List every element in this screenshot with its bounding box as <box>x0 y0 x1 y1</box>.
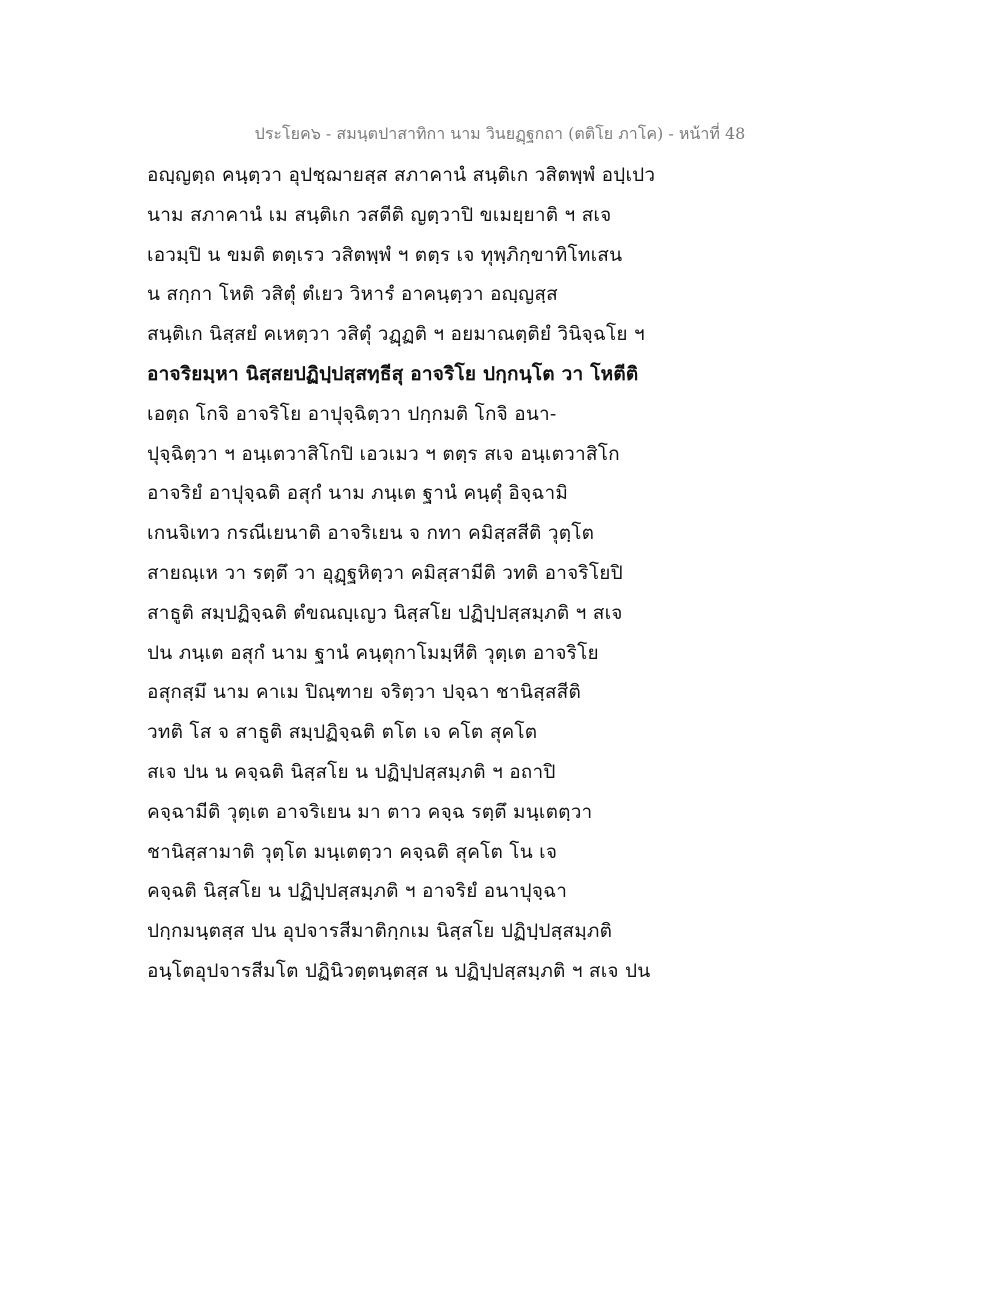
text-line: สาธูติ สมฺปฏิจฺฉติ ตํขณญฺเญว นิสฺสโย ปฏิปฺปสฺสมฺภติ ฯ สเจ <box>147 601 623 624</box>
text-line: คจฺฉามีติ วุตฺเต อาจริเยน มา ตาว คจฺฉ รตฺตึ มนฺเตตฺวา <box>147 800 593 823</box>
text-line: อสุกสฺมึ นาม คาเม ปิณฺฑาย จริตฺวา ปจฺฉา ชานิสฺสสีติ <box>147 681 582 704</box>
text-line: อาจริยํ อาปุจฺฉติ อสุกํ นาม ภนฺเต ฐานํ คนฺตุํ อิจฺฉามิ <box>147 482 569 505</box>
text-line: สายณฺเห วา รตฺตึ วา อุฏฺฐหิตฺวา คมิสฺสามีติ วทติ อาจริโยปิ <box>147 561 623 584</box>
text-line: อญฺญตฺถ คนฺตฺวา อุปชฺฌายสฺส สภาคานํ สนฺติเก วสิตพฺพํ อปฺเปว <box>147 164 656 186</box>
text-line: อนฺโตอุปจารสีมโต ปฏินิวตฺตนฺตสฺส น ปฏิปฺปสฺสมฺภติ ฯ สเจ ปน <box>147 959 651 982</box>
body-text <box>147 156 707 992</box>
text-line: เอวมฺปิ น ขมติ ตตฺเรว วสิตพฺพํ ฯ ตตฺร เจ ทุพฺภิกฺขาทิโทเสน <box>147 243 623 266</box>
text-line: วทติ โส จ สาธูติ สมฺปฏิจฺฉติ ตโต เจ คโต สุคโต <box>147 721 538 744</box>
section-heading-line: อาจริยมฺหา นิสฺสยปฏิปฺปสฺสทฺธีสุ อาจริโย ปกฺกนฺโต วา โหตีติ <box>147 362 639 385</box>
running-header-text: ประโยค๖ - สมนฺตปาสาทิกา นาม วินยฏฺฐกถา (ตติโย ภาโค) - หน้าที่ 48 <box>254 124 746 143</box>
text-line: สนฺติเก นิสฺสยํ คเหตฺวา วสิตุํ วฏฺฏติ ฯ อยมาณตฺติยํ วินิจฺฉโย ฯ <box>147 323 645 346</box>
text-line: นาม สภาคานํ เม สนฺติเก วสตีติ ญตฺวาปิ ขเมยฺยาติ ฯ สเจ <box>147 203 612 226</box>
text-line: ปกฺกมนฺตสฺส ปน อุปจารสีมาติกฺกเม นิสฺสโย ปฏิปฺปสฺสมฺภติ <box>147 920 613 943</box>
running-header <box>0 122 1000 147</box>
text-line: ชานิสฺสามาติ วุตฺโต มนฺเตตฺวา คจฺฉติ สุคโต โน เจ <box>147 840 558 863</box>
text-line: คจฺฉติ นิสฺสโย น ปฏิปฺปสฺสมฺภติ ฯ อาจริยํ อนาปุจฺฉา <box>147 880 568 903</box>
text-line: เอตฺถ โกจิ อาจริโย อาปุจฺฉิตฺวา ปกฺกมติ โกจิ อนา- <box>147 402 557 425</box>
text-line: สเจ ปน น คจฺฉติ นิสฺสโย น ปฏิปฺปสฺสมฺภติ ฯ อถาปิ <box>147 760 556 783</box>
text-line: ปน ภนฺเต อสุกํ นาม ฐานํ คนฺตุกาโมมฺหีติ วุตฺเต อาจริโย <box>147 641 599 664</box>
text-line: ปุจฺฉิตฺวา ฯ อนฺเตวาสิโกปิ เอวเมว ฯ ตตฺร สเจ อนฺเตวาสิโก <box>147 442 620 465</box>
text-line: น สกฺกา โหติ วสิตุํ ตํเยว วิหารํ อาคนฺตฺวา อญฺญสฺส <box>147 283 558 306</box>
text-line: เกนจิเทว กรณีเยนาติ อาจริเยน จ กทา คมิสฺสสีติ วุตฺโต <box>147 522 595 545</box>
